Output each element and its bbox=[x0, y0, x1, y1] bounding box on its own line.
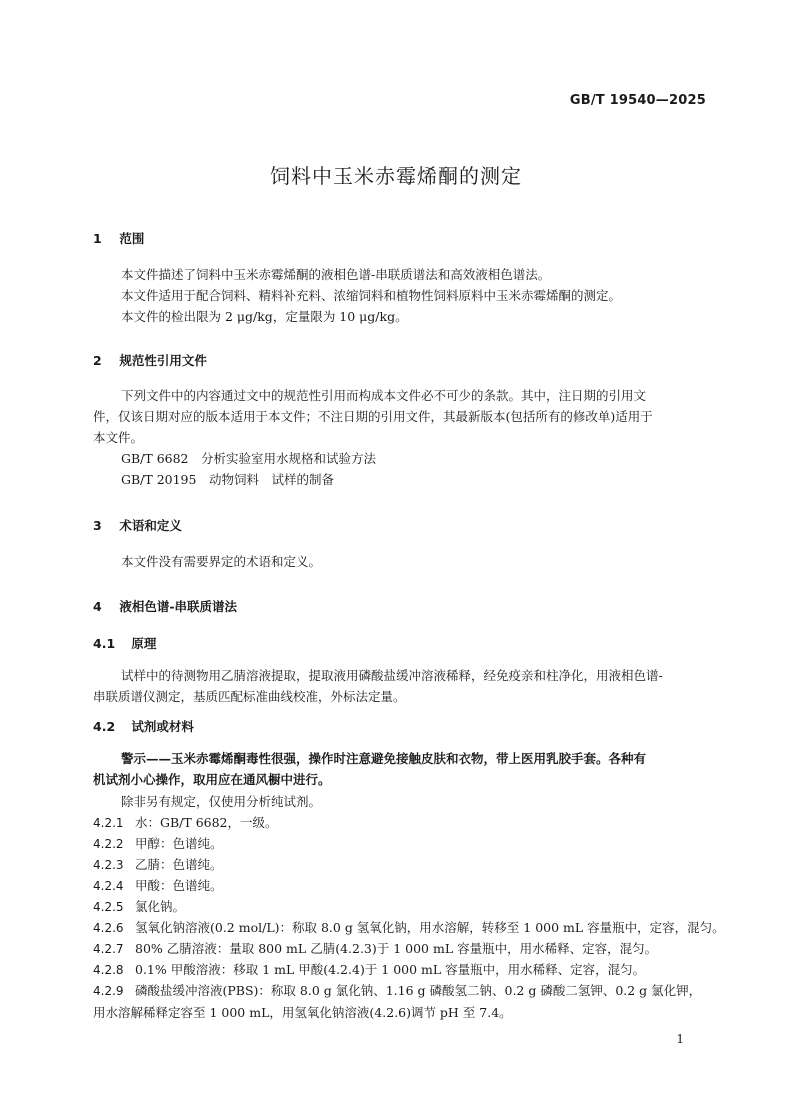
item-text: 氯化钠。 bbox=[135, 899, 186, 914]
reagent-item bbox=[93, 959, 713, 981]
paragraph-line: 本文件描述了饲料中玉米赤霉烯酮的液相色谱-串联质谱法和高效液相色谱法。 bbox=[121, 267, 551, 282]
item-number: 4.2.4 bbox=[93, 879, 124, 893]
item-text: 80% 乙腈溶液：量取 800 mL 乙腈(4.2.3)于 1 000 mL 容量瓶中，用水稀释、定容，混匀。 bbox=[135, 941, 658, 956]
reagent-item bbox=[93, 854, 713, 876]
item-text: 甲酸：色谱纯。 bbox=[135, 878, 223, 893]
item-number: 4.2.5 bbox=[93, 900, 124, 914]
section-1-body bbox=[93, 264, 705, 327]
subsection-4-2-heading bbox=[93, 717, 194, 735]
item-number: 4.2.8 bbox=[93, 963, 124, 977]
section-4-heading bbox=[93, 597, 237, 615]
item-number: 4.2.6 bbox=[93, 921, 124, 935]
section-2-heading bbox=[93, 351, 207, 369]
warning-line: 警示——玉米赤霉烯酮毒性很强，操作时注意避免接触皮肤和衣物，带上医用乳胶手套。各种有 bbox=[121, 751, 647, 766]
reagent-item bbox=[93, 917, 725, 939]
item-text: 甲醇：色谱纯。 bbox=[135, 836, 223, 851]
warning-line: 机试剂小心操作，取用应在通风橱中进行。 bbox=[93, 772, 331, 787]
subsection-title: 原理 bbox=[131, 636, 157, 651]
safety-warning bbox=[93, 748, 705, 790]
paragraph-line: 下列文件中的内容通过文中的规范性引用而构成本文件必不可少的条款。其中，注日期的引用文 bbox=[121, 388, 647, 403]
section-title: 规范性引用文件 bbox=[119, 353, 207, 368]
reagent-item bbox=[93, 938, 713, 960]
item-text: 水：GB/T 6682，一级。 bbox=[135, 815, 278, 830]
normative-reference: GB/T 20195 动物饲料 试样的制备 bbox=[121, 472, 334, 487]
reagent-item bbox=[93, 896, 713, 918]
subsection-4-1-heading bbox=[93, 634, 156, 652]
section-number: 1 bbox=[93, 231, 102, 246]
item-number: 4.2.7 bbox=[93, 942, 124, 956]
item-number: 4.2.1 bbox=[93, 816, 124, 830]
item-text: 磷酸盐缓冲溶液(PBS)：称取 8.0 g 氯化钠、1.16 g 磷酸氢二钠、0.2 g 磷酸二氢钾、0.2 g 氯化钾， bbox=[135, 983, 702, 998]
paragraph-line: 本文件没有需要界定的术语和定义。 bbox=[121, 554, 322, 569]
section-3-body bbox=[93, 551, 705, 572]
section-number: 4 bbox=[93, 599, 102, 614]
paragraph-line: 串联质谱仪测定，基质匹配标准曲线校准，外标法定量。 bbox=[93, 689, 406, 704]
section-3-heading bbox=[93, 516, 182, 534]
subsection-number: 4.2 bbox=[93, 719, 116, 734]
paragraph-line: 本文件适用于配合饲料、精料补充料、浓缩饲料和植物性饲料原料中玉米赤霉烯酮的测定。 bbox=[121, 288, 622, 303]
paragraph-line: 除非另有规定，仅使用分析纯试剂。 bbox=[121, 794, 322, 809]
paragraph-line: 本文件的检出限为 2 μg/kg，定量限为 10 μg/kg。 bbox=[121, 309, 408, 324]
item-number: 4.2.9 bbox=[93, 984, 124, 998]
section-number: 3 bbox=[93, 518, 102, 533]
item-text: 乙腈：色谱纯。 bbox=[135, 857, 223, 872]
section-title: 术语和定义 bbox=[119, 518, 182, 533]
page-number: 1 bbox=[676, 1032, 684, 1046]
paragraph-line: 件，仅该日期对应的版本适用于本文件；不注日期的引用文件，其最新版本(包括所有的修改单)适用于 bbox=[93, 409, 653, 424]
reagent-intro bbox=[93, 791, 705, 812]
paragraph-line: 试样中的待测物用乙腈溶液提取，提取液用磷酸盐缓冲溶液稀释，经免疫亲和柱净化，用液相色谱- bbox=[121, 668, 663, 683]
reagent-item bbox=[93, 812, 713, 834]
reagent-item bbox=[93, 875, 713, 897]
item-number: 4.2.3 bbox=[93, 858, 124, 872]
standard-code: GB/T 19540—2025 bbox=[569, 93, 706, 108]
item-text-continuation: 用水溶解稀释定容至 1 000 mL，用氢氧化钠溶液(4.2.6)调节 pH 至 7.4。 bbox=[93, 1005, 512, 1020]
section-1-heading bbox=[93, 229, 144, 247]
normative-reference: GB/T 6682 分析实验室用水规格和试验方法 bbox=[121, 451, 377, 466]
section-number: 2 bbox=[93, 353, 102, 368]
section-title: 液相色谱-串联质谱法 bbox=[119, 599, 238, 614]
reagent-item bbox=[93, 980, 713, 1023]
paragraph-line: 本文件。 bbox=[93, 430, 144, 445]
section-2-body bbox=[93, 385, 705, 490]
document-title: 饲料中玉米赤霉烯酮的测定 bbox=[270, 164, 522, 188]
section-title: 范围 bbox=[119, 231, 145, 246]
item-text: 0.1% 甲酸溶液：移取 1 mL 甲酸(4.2.4)于 1 000 mL 容量瓶中，用水稀释、定容，混匀。 bbox=[135, 962, 646, 977]
subsection-title: 试剂或材料 bbox=[131, 719, 194, 734]
item-number: 4.2.2 bbox=[93, 837, 124, 851]
subsection-4-1-body bbox=[93, 665, 705, 707]
item-text: 氢氧化钠溶液(0.2 mol/L)：称取 8.0 g 氢氧化钠，用水溶解，转移至 1 000 mL 容量瓶中，定容，混匀。 bbox=[135, 920, 725, 935]
subsection-number: 4.1 bbox=[93, 636, 116, 651]
reagent-item bbox=[93, 833, 713, 855]
